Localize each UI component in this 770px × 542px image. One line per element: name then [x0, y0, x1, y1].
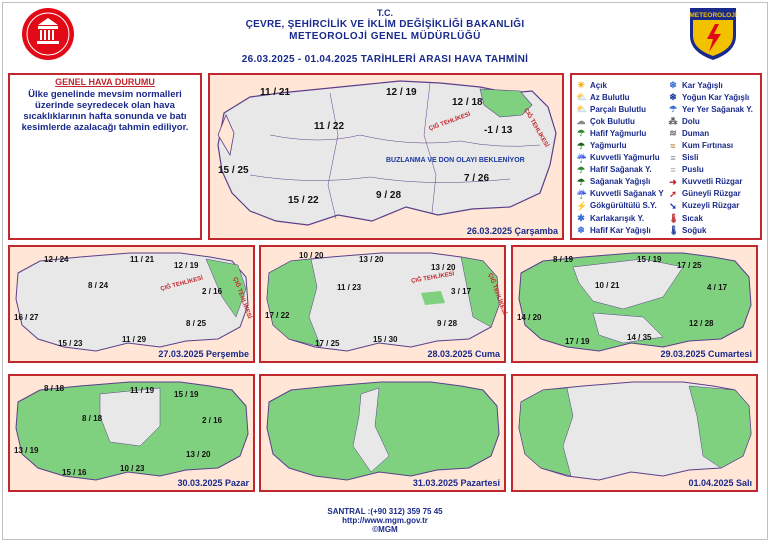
day3-temp-1: 8 / 19: [553, 255, 574, 264]
day1-date: 27.03.2025 Perşembe: [158, 349, 249, 359]
general-weather-title: GENEL HAVA DURUMU: [55, 77, 155, 87]
legend-item: [668, 176, 756, 188]
day3-date: 29.03.2025 Cumartesi: [660, 349, 752, 359]
day3-temp-6: 14 / 20: [517, 313, 542, 322]
main-temp-3: 12 / 18: [452, 97, 483, 108]
legend-label: Soğuk: [682, 225, 707, 235]
header-tc: T.C.: [376, 8, 393, 18]
main-warning-2: ÇIĞ TEHLİKESİ: [522, 107, 550, 149]
main-temp-1: 11 / 21: [260, 87, 291, 98]
legend-label: Hafif Kar Yağışlı: [590, 225, 651, 235]
day4-temp-2: 11 / 19: [130, 386, 155, 395]
rain-icon: ☂: [576, 140, 586, 151]
legend-item: [576, 152, 664, 164]
day4-date: 30.03.2025 Pazar: [177, 478, 249, 488]
day4-temp-1: 8 / 18: [44, 384, 65, 393]
shower-icon: ☂: [576, 176, 586, 187]
footer-phone: SANTRAL :(+90 312) 359 75 45: [327, 507, 443, 516]
legend-label: Kum Fırtınası: [682, 141, 734, 151]
day4-temp-4: 8 / 18: [82, 414, 103, 423]
day2-temp-5: 3 / 17: [451, 287, 472, 296]
header-directorate: METEOROLOJİ GENEL MÜDÜRLÜĞÜ: [289, 31, 481, 42]
main-temp-6: -1 / 13: [484, 125, 513, 136]
day2-temp-1: 10 / 20: [299, 251, 324, 260]
day1-temp-4: 8 / 24: [88, 281, 109, 290]
north-wind-icon: ➘: [669, 200, 677, 211]
sun-icon: ☀: [576, 80, 586, 91]
legend-item: [576, 188, 664, 200]
day2-date: 28.03.2025 Cuma: [427, 349, 500, 359]
legend-item: [576, 212, 664, 224]
map-panel-day-5: [259, 374, 506, 492]
day3-temp-4: 10 / 21: [595, 281, 620, 290]
legend-item: [668, 79, 756, 91]
main-date: 26.03.2025 Çarşamba: [466, 226, 558, 236]
general-weather-box: [8, 73, 202, 240]
hot-icon: 🌡: [668, 213, 680, 224]
day1-temp-8: 15 / 23: [58, 339, 83, 348]
cloudy-icon: ☁: [576, 116, 586, 127]
legend-label: Yer Yer Sağanak Y.: [682, 104, 753, 114]
day1-warning-1: ÇIĞ TEHLİKESİ: [159, 275, 204, 293]
day2-temp-9: 15 / 30: [373, 335, 398, 344]
main-temp-9: 15 / 22: [288, 195, 319, 206]
day3-temp-5: 4 / 17: [707, 283, 728, 292]
turkey-map-day-3: [513, 247, 756, 361]
sleet-icon: ✱: [577, 213, 585, 224]
day1-temp-1: 12 / 24: [44, 255, 69, 264]
day1-temp-6: 16 / 27: [14, 313, 39, 322]
day3-temp-8: 17 / 19: [565, 337, 590, 346]
turkey-map-day-5: [261, 376, 504, 490]
legend-item: [668, 224, 756, 236]
day1-warning-2: ÇIĞ TEHLİKESİ: [231, 276, 253, 320]
day4-temp-3: 15 / 19: [174, 390, 199, 399]
day2-warning-2: ÇIĞ TEHLİKESİ: [486, 272, 508, 316]
forecast-period: 26.03.2025 - 01.04.2025 TARİHLERİ ARASI HAVA TAHMİNİ: [241, 54, 529, 65]
heavy-rain-icon: ☔: [576, 152, 588, 163]
day6-date: 01.04.2025 Salı: [688, 478, 752, 488]
map-panel-day-6: [511, 374, 758, 492]
smoke-icon: ≋: [669, 128, 677, 139]
main-temp-5: 15 / 25: [218, 165, 249, 176]
map-panel-day-4: [8, 374, 255, 492]
general-weather-text: Ülke genelinde mevsim normalleri üzerinde seyredecek olan hava sıcaklıklarının hafta sonunda ve batı kesimlerde azalacağı tahmin ediliyor.: [21, 89, 189, 133]
heavy-shower-icon: ☔: [576, 188, 588, 199]
day2-temp-2: 13 / 20: [359, 255, 384, 264]
legend-item: [576, 115, 664, 127]
day1-temp-3: 12 / 19: [174, 261, 199, 270]
fog-icon: ≡: [670, 152, 676, 163]
day1-temp-5: 2 / 16: [202, 287, 223, 296]
legend-item: [576, 139, 664, 151]
legend-label: Açık: [590, 80, 607, 90]
legend-box: [570, 73, 762, 240]
legend-label: Güneyli Rüzgar: [682, 189, 741, 199]
legend-label: Kuvvetli Yağmurlu: [590, 153, 660, 163]
legend-label: Sağanak Yağışlı: [590, 177, 651, 187]
legend-item: [668, 139, 756, 151]
light-shower-icon: ☂: [576, 164, 586, 175]
legend-label: Kuzeyli Rüzgar: [682, 201, 740, 211]
legend-item: [668, 127, 756, 139]
partly-cloudy-icon: ⛅: [576, 104, 588, 115]
legend-label: Yağmurlu: [590, 141, 627, 151]
legend-item: [668, 164, 756, 176]
legend-item: [668, 212, 756, 224]
light-snow-icon: ❄: [577, 225, 585, 236]
day5-date: 31.03.2025 Pazartesi: [412, 478, 500, 488]
legend-label: Parçalı Bulutlu: [590, 104, 647, 114]
legend-label: Hafif Yağmurlu: [590, 128, 647, 138]
day4-temp-6: 13 / 19: [14, 446, 39, 455]
thunderstorm-icon: ⚡: [576, 200, 588, 211]
haze-icon: ≡: [670, 164, 676, 175]
footer-url[interactable]: http://www.mgm.gov.tr: [342, 516, 428, 525]
turkey-map-day-6: [513, 376, 756, 490]
day4-temp-7: 13 / 20: [186, 450, 211, 459]
legend-label: Az Bulutlu: [590, 92, 630, 102]
svg-text:METEOROLOJİ: METEOROLOJİ: [689, 12, 737, 19]
strong-wind-icon: ➜: [669, 176, 677, 187]
day1-temp-7: 8 / 25: [186, 319, 207, 328]
legend-item: [576, 164, 664, 176]
local-shower-icon: ☂: [668, 104, 678, 115]
day3-temp-3: 17 / 25: [677, 261, 702, 270]
day1-temp-2: 11 / 21: [130, 255, 155, 264]
legend-item: [576, 127, 664, 139]
day3-temp-9: 14 / 35: [627, 333, 652, 342]
legend-label: Gökgürültülü S.Y.: [590, 201, 657, 211]
footer-copyright: ©MGM: [372, 525, 398, 534]
snow-icon: ❄: [669, 80, 677, 91]
legend-item: [576, 79, 664, 91]
legend-label: Yoğun Kar Yağışlı: [682, 92, 750, 102]
sandstorm-icon: ≈: [670, 140, 676, 151]
map-panel-day-2: [259, 245, 506, 363]
day4-temp-9: 10 / 23: [120, 464, 145, 473]
map-panel-main: [208, 73, 564, 240]
legend-label: Kar Yağışlı: [682, 80, 723, 90]
legend-label: Sıcak: [682, 213, 703, 223]
legend-item: [668, 115, 756, 127]
light-rain-icon: ☂: [576, 128, 586, 139]
day2-temp-6: 17 / 22: [265, 311, 290, 320]
day4-temp-8: 15 / 16: [62, 468, 87, 477]
legend-label: Sisli: [682, 153, 699, 163]
main-notice: BUZLANMA VE DON OLAYI BEKLENİYOR: [386, 157, 525, 164]
legend-label: Kuvvetli Sağanak Y: [590, 189, 664, 199]
day4-temp-5: 2 / 16: [202, 416, 223, 425]
legend-item: [576, 224, 664, 236]
header-ministry: ÇEVRE, ŞEHİRCİLİK VE İKLİM DEĞİŞİKLİĞİ BAKANLIĞI: [245, 19, 525, 30]
heavy-snow-icon: ❄: [669, 92, 677, 103]
main-warning-1: ÇIĞ TEHLİKESİ: [428, 111, 472, 133]
legend-label: Dolu: [682, 116, 700, 126]
map-panel-day-1: [8, 245, 255, 363]
day2-temp-7: 9 / 28: [437, 319, 458, 328]
legend-item: [668, 200, 756, 212]
main-temp-2: 12 / 19: [386, 87, 417, 98]
legend-label: Duman: [682, 128, 710, 138]
legend-item: [576, 91, 664, 103]
main-temp-4: 11 / 22: [314, 121, 345, 132]
day1-temp-9: 11 / 29: [122, 335, 147, 344]
legend-label: Karlakarışık Y.: [590, 213, 645, 223]
legend-item: [576, 200, 664, 212]
legend-item: [576, 176, 664, 188]
legend-item: [668, 103, 756, 115]
day2-temp-4: 11 / 23: [337, 283, 362, 292]
legend-label: Çok Bulutlu: [590, 116, 635, 126]
day3-temp-2: 15 / 19: [637, 255, 662, 264]
legend-item: [668, 91, 756, 103]
day2-warning-1: ÇIĞ TEHLİKESİ: [410, 271, 455, 285]
map-panel-day-3: [511, 245, 758, 363]
day3-temp-7: 12 / 28: [689, 319, 714, 328]
sun-cloud-icon: ⛅: [576, 92, 588, 103]
day2-temp-8: 17 / 25: [315, 339, 340, 348]
legend-item: [576, 103, 664, 115]
legend-grid: [576, 79, 756, 236]
hail-icon: ⁂: [668, 116, 678, 127]
legend-label: Hafif Sağanak Y.: [590, 165, 652, 175]
main-temp-8: 7 / 26: [464, 173, 490, 184]
south-wind-icon: ➚: [669, 188, 677, 199]
main-temp-7: 9 / 28: [376, 190, 402, 201]
day2-temp-3: 13 / 20: [431, 263, 456, 272]
cold-icon: 🌡: [668, 225, 680, 236]
legend-item: [668, 188, 756, 200]
legend-label: Puslu: [682, 165, 704, 175]
legend-label: Kuvvetli Rüzgar: [682, 177, 743, 187]
legend-item: [668, 152, 756, 164]
